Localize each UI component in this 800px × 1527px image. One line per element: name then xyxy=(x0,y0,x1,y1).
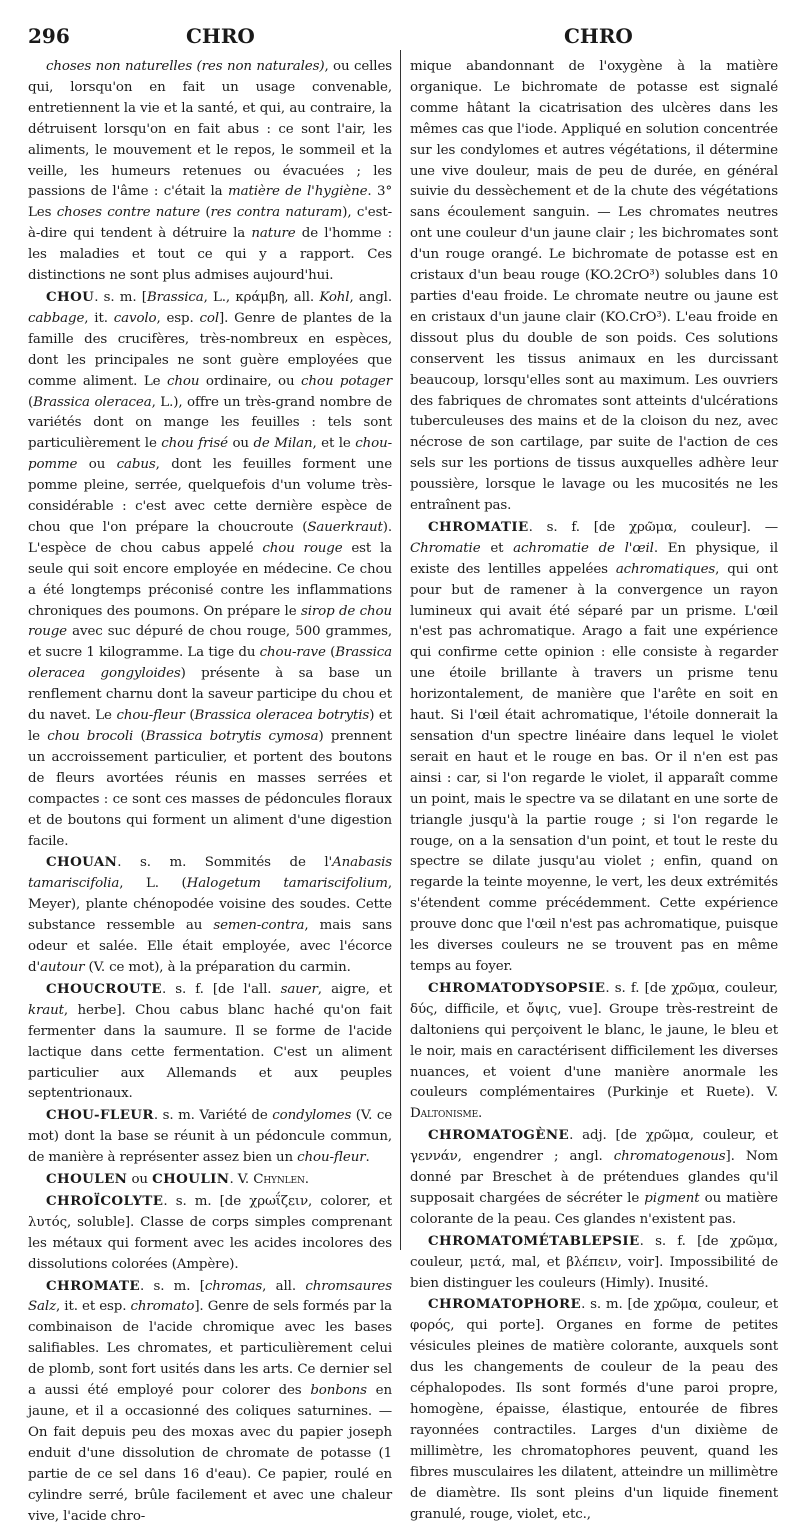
entry-text: semen-contra xyxy=(213,918,305,934)
entry-text: chou brocoli xyxy=(47,729,134,744)
entry-text: Brassica oleracea xyxy=(33,394,152,410)
entry-text: col xyxy=(199,310,220,326)
entry-text: ]. Nom donné par Breschet à de prétendues glandes qu'il supposait chargées de sécréter le xyxy=(410,1149,778,1206)
entry-choufleur xyxy=(28,1105,392,1169)
entry-text: mique abandonnant de l'oxygène à la matière organique. Le bichromate de potasse est signalé comme hâtant la cicatrisation des ulcères dans les mêmes cas que l'iode. Appliqué en solution concentrée sur les condylomes et autres végétations, il détermine une vive douleur, mais de peu de durée, en général suivie du dessèchement et de la chute des végétations sans écoulement sanguin. — Les chromates neutres ont une couleur d'un jaune clair ; les bichromates sont d'un rouge orangé. Le bichromate de potasse est en cristaux d'un beau rouge (KO.2CrO³) solubles dans 10 parties d'eau froide. Le chromate neutre ou jaune est en cristaux d'un jaune clair (KO.CrO³). L'eau froide en dissout plus du double de son poids. Ces solutions conservent les tissus animaux en les durcissant beaucoup, lorsqu'elles sont au maximum. Les ouvriers des fabriques de chromates sont atteints d'ulcérations tuberculeuses des mains et de la cloison du nez, avec nécrose de son cartilage, par suite de l'action de ces sels sur les portions de tissus auxquelles adhère leur poussière, lorsque le lavage ou les mucosités ne les entraînent pas. xyxy=(410,59,778,514)
entry-text: Brassica xyxy=(146,289,204,305)
entry-choucroute xyxy=(28,979,392,1105)
entry-text: chou-pomme xyxy=(28,436,392,473)
running-head-left: CHRO xyxy=(186,24,255,48)
entry-chouan xyxy=(28,852,392,978)
entry-text: , qui ont pour but de ramener à la convergence un rayon lumineux qui avait été séparé par un prisme. L'œil n'est pas achromatique. Arago a fait une expérience qui confirme cette opinion : elle consiste à regarder une étoile brillante à travers un prisme tenu horizontalement, de manière que l'arête en soit en haut. Si l'œil était achromatique, l'étoile donnerait la sensation d'un spectre linéaire dans lequel le violet serait en haut et le rouge en bas. Or il n'en est pas ainsi : car, si l'on regarde le violet, il apparaît comme un point, mais le spectre va se dilatant en une sorte de triangle jusqu'à la partie rouge ; si l'on regarde le rouge, on a la sensation d'un point, et tout le reste du spectre se dilate jusqu'au violet ; enfin, quand on regarde la teinte moyenne, le vert, les deux extrémités s'étendent comme précédemment. Cette expérience prouve donc que l'œil n'est pas achromatique, puisque les diverses couleurs ne se trouvent pas en même temps au foyer. xyxy=(410,561,778,974)
entry-text: Brassica oleracea botrytis xyxy=(194,708,370,724)
entry-text: sauer xyxy=(280,981,318,997)
entry-text: , dont les feuilles forment une pomme pleine, serrée, quelquefois d'un volume très-considérable : c'est avec cette dernière espèce de chou que l'on prépare la choucroute ( xyxy=(28,457,392,535)
entry-text: chou-rave xyxy=(259,645,326,661)
entry-text: Brassica botrytis cymosa xyxy=(145,729,319,744)
entry-chou xyxy=(28,287,392,852)
running-head-right: CHRO xyxy=(564,24,633,48)
entry-text: ]. Genre de sels formés par la combinaison de l'acide chromique avec les bases salifiables. Les chromates, et particulièrement celui de plomb, sont fort usités dans les arts. Ce dernier sel a aussi été employé pour colorer des xyxy=(28,1299,392,1399)
entry-chromate_cont xyxy=(410,57,778,517)
entry-text: Chromatie xyxy=(410,540,481,556)
headword: CHOU xyxy=(46,288,95,305)
entry-text: chou-fleur xyxy=(297,1150,366,1166)
entry-text: condylomes xyxy=(272,1108,352,1124)
entry-chromatodysopsie xyxy=(410,978,778,1125)
entry-text: . xyxy=(478,1106,483,1122)
entry-text: Brassica oleracea gongyloides xyxy=(28,645,392,682)
entry-text: . En physique, il existe des lentilles appelées xyxy=(410,540,778,577)
headword: CHOULIN xyxy=(152,1171,230,1188)
headword: CHROÏCOLYTE xyxy=(46,1192,164,1209)
page-header xyxy=(28,24,790,50)
entry-text: , L., κράμβη, all. xyxy=(203,289,320,305)
headword: CHROMATIE xyxy=(428,518,529,535)
entry-text: et xyxy=(480,540,514,556)
entry-chromatophore xyxy=(410,1294,778,1525)
entry-text: cabus xyxy=(116,457,156,473)
entry-text: . s. m. Sommités de l' xyxy=(117,855,333,871)
entry-text: . 3° Les xyxy=(28,184,393,221)
entry-text: Chynlen xyxy=(253,1172,305,1188)
entry-text: , et le xyxy=(312,436,356,452)
entry-text: , it. xyxy=(84,310,114,326)
entry-text: . xyxy=(365,1150,370,1166)
headword: CHOU-FLEUR xyxy=(46,1107,154,1124)
entry-text: ( xyxy=(184,708,195,724)
entry-text: , L. ( xyxy=(119,876,187,892)
entry-text: ) présente à sa base un renflement charnu dont la saveur participe du chou et du navet. Le xyxy=(28,666,392,724)
entry-text: choses contre nature xyxy=(56,205,201,221)
entry-text: ) et le xyxy=(28,708,392,744)
entry-text: avec suc dépuré de chou rouge, 500 grammes, et sucre 1 kilogramme. La tige du xyxy=(28,624,392,661)
entry-text: Daltonisme xyxy=(410,1106,479,1122)
page-number: 296 xyxy=(28,24,70,48)
entry-text: ), c'est-à-dire qui tendent à détruire la xyxy=(28,205,393,242)
entry-text: chromato xyxy=(130,1299,195,1315)
entry-text: chromsaures Salz xyxy=(28,1278,392,1315)
entry-text: chou frisé xyxy=(161,436,228,452)
entry-text: cabbage xyxy=(28,310,85,326)
entry-text: Sauerkraut xyxy=(307,519,383,535)
entry-text: . s. m. Variété de xyxy=(153,1108,273,1124)
entry-text: , esp. xyxy=(156,310,200,326)
entry-text: ( xyxy=(133,729,146,744)
entry-text: , L.), offre un très-grand nombre de variétés dont on mange les feuilles : tels sont particulièrement le xyxy=(28,394,392,452)
headword: CHOUCROUTE xyxy=(46,980,162,997)
entry-text: achromatie de l'œil xyxy=(513,540,654,556)
headword: CHROMATOMÉTABLEPSIE xyxy=(428,1232,640,1249)
left-column xyxy=(28,57,392,1527)
entry-chromate xyxy=(28,1276,392,1527)
entry-text: res contra naturam xyxy=(210,205,343,221)
entry-text: Anabasis tamariscifolia xyxy=(28,855,392,892)
entry-text: ou xyxy=(77,457,117,473)
entry-text: . xyxy=(304,1172,309,1188)
entry-text: , angl. xyxy=(349,289,392,305)
entry-text: . s. m. [de χρωΐζειν, colorer, et λυτός, soluble]. Classe de corps simples comprenant les métaux qui forment avec les acides incolores des dissolutions colorées (Ampère). xyxy=(28,1193,392,1272)
entry-text: (V. ce mot), à la préparation du carmin. xyxy=(84,959,351,975)
headword: CHROMATODYSOPSIE xyxy=(428,979,606,996)
entry-text: , all. xyxy=(262,1278,306,1294)
entry-text: autour xyxy=(40,959,85,975)
entry-text: chou xyxy=(167,373,200,389)
headword: CHROMATOGÈNE xyxy=(428,1127,570,1144)
entry-text: . s. f. [de χρῶμα, couleur, μετά, mal, et βλέπειν, voir]. Impossibilité de bien distinguer les couleurs (Himly). Inusité. xyxy=(410,1233,778,1291)
entry-text: choses non naturelles (res non naturales) xyxy=(46,59,325,74)
entry-text: , mais sans odeur et salée. Elle était employée, avec l'écorce d' xyxy=(28,918,392,975)
entry-text: , herbe]. Chou cabus blanc haché qu'on fait fermenter dans la saumure. Il se forme de l'acide lactique dans cette fermentation. C'est un aliment particulier aux Allemands et aux peuples septentrionaux. xyxy=(28,1002,392,1102)
entry-text: ( xyxy=(325,645,336,661)
entry-choulen xyxy=(28,1169,392,1191)
entry-text: chou-fleur xyxy=(116,708,185,724)
entry-text: . s. f. [de χρῶμα, couleur, δύς, difficile, et ὄψις, vue]. Groupe très-restreint de daltoniens qui perçoivent le blanc, le jaune, le bleu et le noir, mais en caractérisent difficilement les diverses nuances, et voient d'une manière anormale les couleurs complémentaires (Purkinje et Ruete). V. xyxy=(410,980,778,1101)
entry-text: de Milan xyxy=(253,436,313,452)
entry-text: , aigre, et xyxy=(317,981,392,997)
entry-text: matière de l'hygiène xyxy=(228,184,368,200)
entry-text: ) prennent un accroissement particulier, et portent des boutons de fleurs avortées réunis en masses serrées et compactes : ce sont ces masses de pédoncules floraux et de boutons qui forment un aliment d'une digestion facile. xyxy=(28,729,393,849)
headword: CHROMATOPHORE xyxy=(428,1296,582,1313)
entry-text: ou matière colorante de la peau. Ces glandes n'existent pas. xyxy=(410,1190,778,1227)
entry-text: . V. xyxy=(229,1172,254,1188)
entry-chromatie xyxy=(410,517,778,978)
entry-text: en jaune, et il a occasionné des coliques saturnines. — On fait depuis peu des moxas avec du papier joseph enduit d'une dissolution de chromate de potasse (1 partie de ce sel dans 16 d'eau). Ce papier, roulé en cylindre serré, brûle facilement et avec une chaleur vive, l'acide chro- xyxy=(28,1383,392,1524)
entry-text: nature xyxy=(251,226,296,242)
entry-text: chromatogenous xyxy=(613,1149,726,1165)
entry-text: Kohl xyxy=(319,289,350,305)
entry-text: ou xyxy=(127,1172,153,1188)
entry-text: pigment xyxy=(644,1190,700,1206)
entry-text: . s. m. [ xyxy=(139,1278,205,1294)
right-column xyxy=(410,57,778,1525)
entry-intro xyxy=(28,57,392,287)
entry-text: est la seule qui soit encore employée en médecine. Ce chou a été longtemps préconisé contre les inflammations chroniques des poumons. On prépare le xyxy=(28,540,392,619)
entry-text: . s. m. [de χρῶμα, couleur, et φορός, qui porte]. Organes en forme de petites vésicules pleines de matière colorante, auxquels sont dus les changements de couleur de la peau des céphalopodes. Ils sont formés d'une paroi propre, homogène, épaisse, élastique, entourée de fibres rayonnées contractiles. Larges d'un dixième de millimètre, les chromatophores peuvent, quand les fibres musculaires les dilatent, atteindre un millimètre de diamètre. Ils sont pleins d'un liquide finement granulé, rouge, violet, etc., xyxy=(410,1297,778,1522)
entry-text: bonbons xyxy=(310,1383,367,1399)
entry-text: cavolo xyxy=(113,310,157,326)
entry-text: ( xyxy=(28,394,34,410)
entry-text: achromatiques xyxy=(615,561,716,577)
entry-text: , it. et esp. xyxy=(56,1299,131,1315)
entry-text: ]. Genre de plantes de la famille des crucifères, très-nombreux en espèces, dont les principales ne sont guère employées que comme aliment. Le xyxy=(28,310,392,389)
headword: CHOULEN xyxy=(46,1171,128,1188)
entry-text: Halogetum tamariscifolium xyxy=(186,876,388,892)
entry-text: ou xyxy=(227,436,254,452)
entry-text: chou potager xyxy=(301,373,392,389)
column-divider xyxy=(400,50,401,1250)
entry-text: de l'homme : les maladies et tout ce qui y a rapport. Ces distinctions ne sont plus admises aujourd'hui. xyxy=(28,226,392,284)
entry-text: . s. m. [ xyxy=(94,289,147,305)
entry-text: chou rouge xyxy=(262,540,343,556)
headword: CHOUAN xyxy=(46,854,118,871)
entry-text: sirop de chou rouge xyxy=(28,603,392,640)
entry-text: . s. f. [de l'all. xyxy=(161,981,281,997)
entry-text: ordinaire, ou xyxy=(199,373,302,389)
entry-text: (V. ce mot) dont la base se réunit à un pédoncule commun, de manière à représenter assez bien un xyxy=(28,1108,393,1166)
entry-text: . s. f. [de χρῶμα, couleur]. — xyxy=(528,519,778,535)
entry-text: , Meyer), plante chénopodée voisine des soudes. Cette substance ressemble au xyxy=(28,876,392,934)
entry-text: chromas xyxy=(204,1278,263,1294)
headword: CHROMATE xyxy=(46,1277,140,1294)
entry-text: ). L'espèce de chou cabus appelé xyxy=(28,519,392,556)
entry-text: kraut xyxy=(28,1002,64,1018)
entry-text: , ou celles qui, lorsqu'on en fait un usage convenable, entretiennent la vie et la santé, et qui, au contraire, la détruisent lorsqu'on en fait abus : ce sont l'air, les aliments, le mouvement et le repos, le sommeil et la veille, les humeurs retenues ou évacuées ; les passions de l'âme : c'était la xyxy=(28,59,393,200)
entry-chromatometablepsie xyxy=(410,1231,778,1295)
entry-chromatogene xyxy=(410,1125,778,1231)
entry-text: ( xyxy=(200,205,211,221)
entry-text: . adj. [de χρῶμα, couleur, et γεννάν, engendrer ; angl. xyxy=(410,1128,778,1165)
entry-chroicolyte xyxy=(28,1191,392,1276)
